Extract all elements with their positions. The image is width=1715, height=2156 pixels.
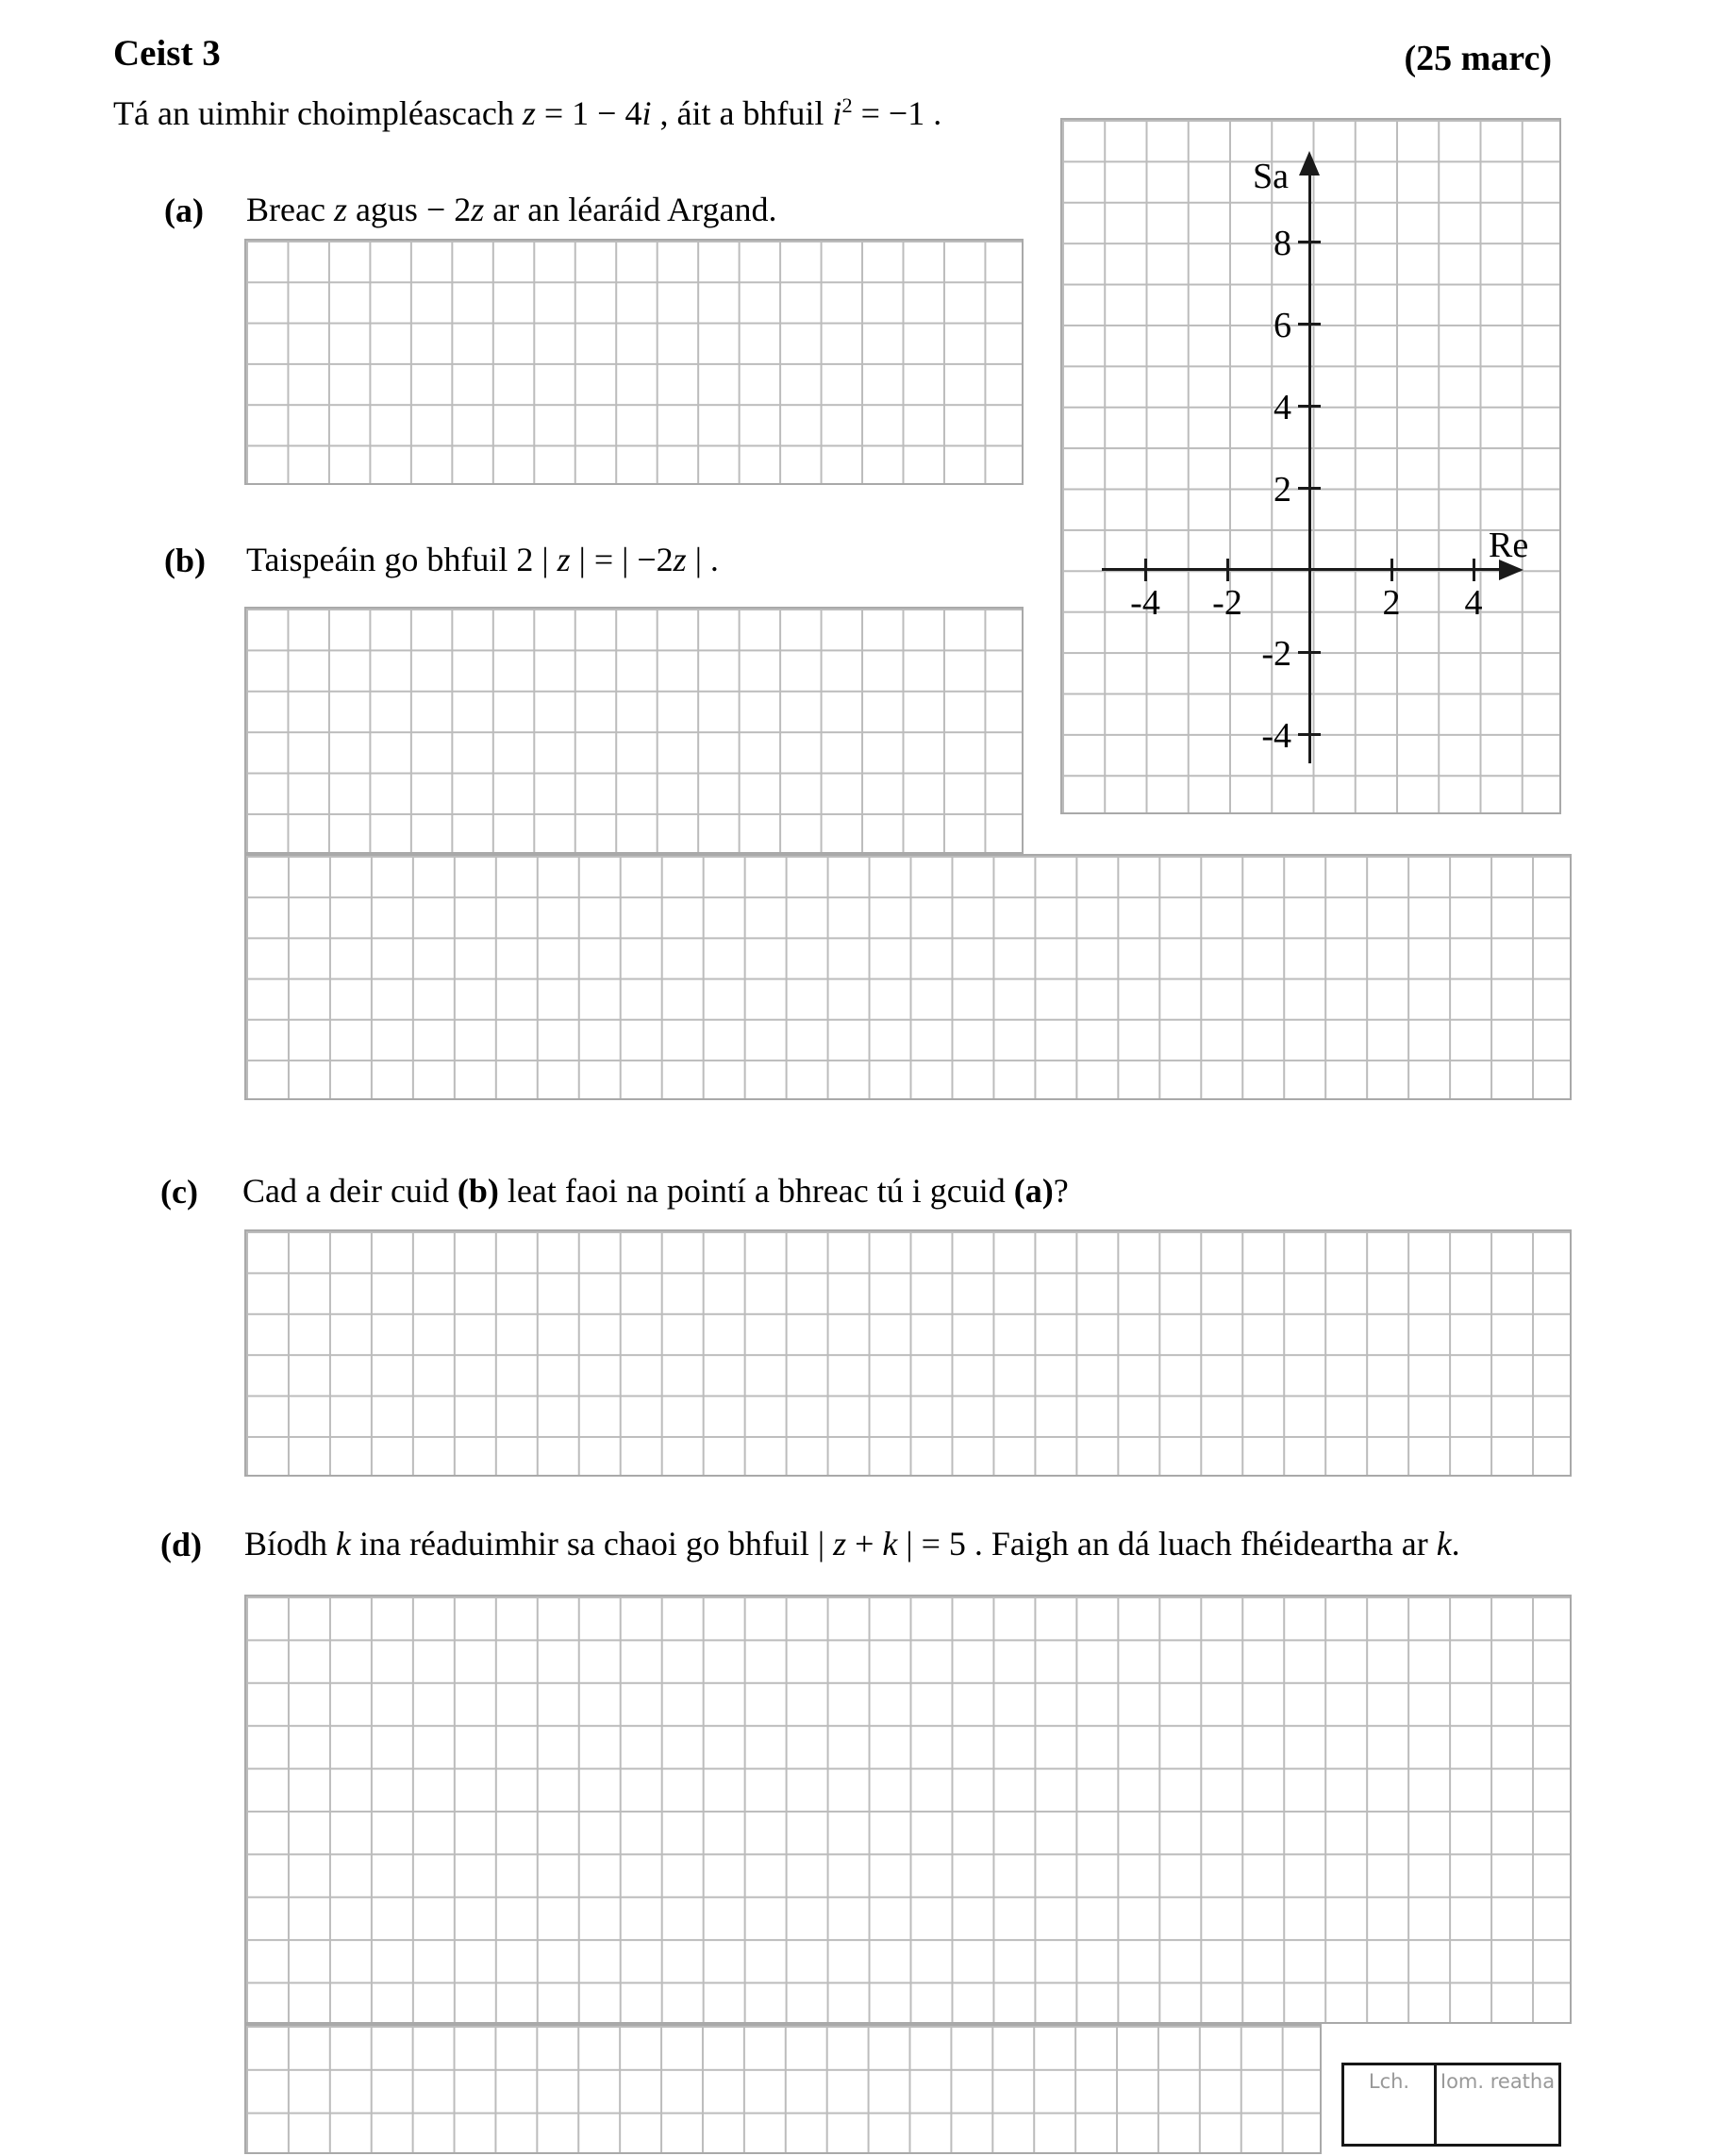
text-segment: z [471,191,485,228]
text-segment: ar an léaráid Argand. [484,191,777,228]
part-d-question [244,1525,1460,1563]
imaginary-axis-tick-label: -4 [1261,716,1291,756]
imaginary-axis-tick-label: -2 [1261,634,1291,674]
text-segment: z [522,94,536,132]
text-segment: Tá an uimhir choimpléascach [113,94,523,132]
text-segment: (a) [1013,1172,1054,1210]
real-axis [1102,568,1511,571]
real-axis-label: Re [1489,526,1529,565]
real-axis-tick [1473,559,1475,581]
real-axis-tick-label: -4 [1130,583,1160,623]
answer-grid-part-c[interactable] [244,1229,1572,1477]
text-segment: + [846,1525,883,1563]
text-segment: Breac [246,191,334,228]
text-segment: Taispeáin go bhfuil 2 | [246,541,558,578]
text-segment: z [833,1525,847,1563]
text-segment: ina réaduimhir sa chaoi go bhfuil | [351,1525,834,1563]
imaginary-axis-arrow-icon [1299,151,1320,175]
real-axis-tick [1144,559,1147,581]
part-b-question [246,541,719,579]
text-segment: | . [686,541,719,578]
imaginary-axis [1308,164,1311,763]
real-axis-tick-label: 2 [1382,583,1401,623]
real-axis-tick-label: 4 [1464,583,1483,623]
answer-grid-part-d-upper[interactable] [244,1595,1572,2024]
text-segment: agus − 2 [346,191,472,228]
imaginary-axis-tick-label: 2 [1274,470,1291,510]
real-axis-tick [1390,559,1393,581]
text-segment: i [641,94,652,132]
imaginary-axis-tick [1298,241,1321,243]
imaginary-axis-tick [1298,323,1321,326]
text-segment: i [832,94,842,132]
text-segment: = 1 − 4 [535,94,642,132]
intro-statement [113,94,941,133]
answer-grid-part-b-upper[interactable] [244,607,1024,854]
imaginary-axis-tick-label: 4 [1274,388,1291,427]
imaginary-axis-tick-label: 8 [1274,224,1291,263]
imaginary-axis-label: Sa [1253,157,1289,196]
page-mark-box: Lch. [1344,2065,1437,2144]
part-b-label: (b) [164,542,206,579]
part-c-label: (c) [160,1173,198,1211]
part-a-question [246,191,776,229]
answer-grid-part-b-lower[interactable] [244,854,1572,1100]
text-segment: k [882,1525,898,1563]
marking-boxes [1341,2063,1561,2147]
text-segment: . [1451,1525,1460,1563]
answer-grid-part-d-lower[interactable] [244,2024,1322,2154]
real-axis-tick [1226,559,1229,581]
text-segment: z [673,541,687,578]
text-segment: leat faoi na pointí a bhreac tú i gcuid [498,1172,1014,1210]
imaginary-axis-tick [1298,651,1321,654]
text-segment: (b) [457,1172,499,1210]
part-c-question [242,1172,1069,1211]
answer-grid-part-a[interactable] [244,239,1024,485]
text-segment: Cad a deir cuid [242,1172,458,1210]
imaginary-axis-tick [1298,487,1321,490]
text-segment: z [557,541,571,578]
text-segment: , áit a bhfuil [651,94,833,132]
text-segment: = −1 . [852,94,942,132]
text-segment: Bíodh [244,1525,337,1563]
part-d-label: (d) [160,1526,202,1563]
part-a-label: (a) [164,192,204,229]
marks-badge: (25 marc) [1404,39,1552,78]
text-segment: | = | −2 [570,541,674,578]
real-axis-tick-label: -2 [1212,583,1242,623]
question-title: Ceist 3 [113,33,221,74]
text-segment: | = 5 . Faigh an dá luach fhéideartha ar [897,1525,1437,1563]
text-segment: z [333,191,347,228]
imaginary-axis-tick [1298,733,1321,736]
imaginary-axis-tick [1298,405,1321,408]
running-total-box: Iom. reatha [1440,2070,1556,2093]
text-segment: k [1436,1525,1452,1563]
text-segment: ? [1053,1172,1069,1210]
argand-diagram[interactable] [1060,118,1561,814]
imaginary-axis-tick-label: 6 [1274,306,1291,345]
text-segment: k [336,1525,351,1563]
text-segment: 2 [841,93,853,117]
